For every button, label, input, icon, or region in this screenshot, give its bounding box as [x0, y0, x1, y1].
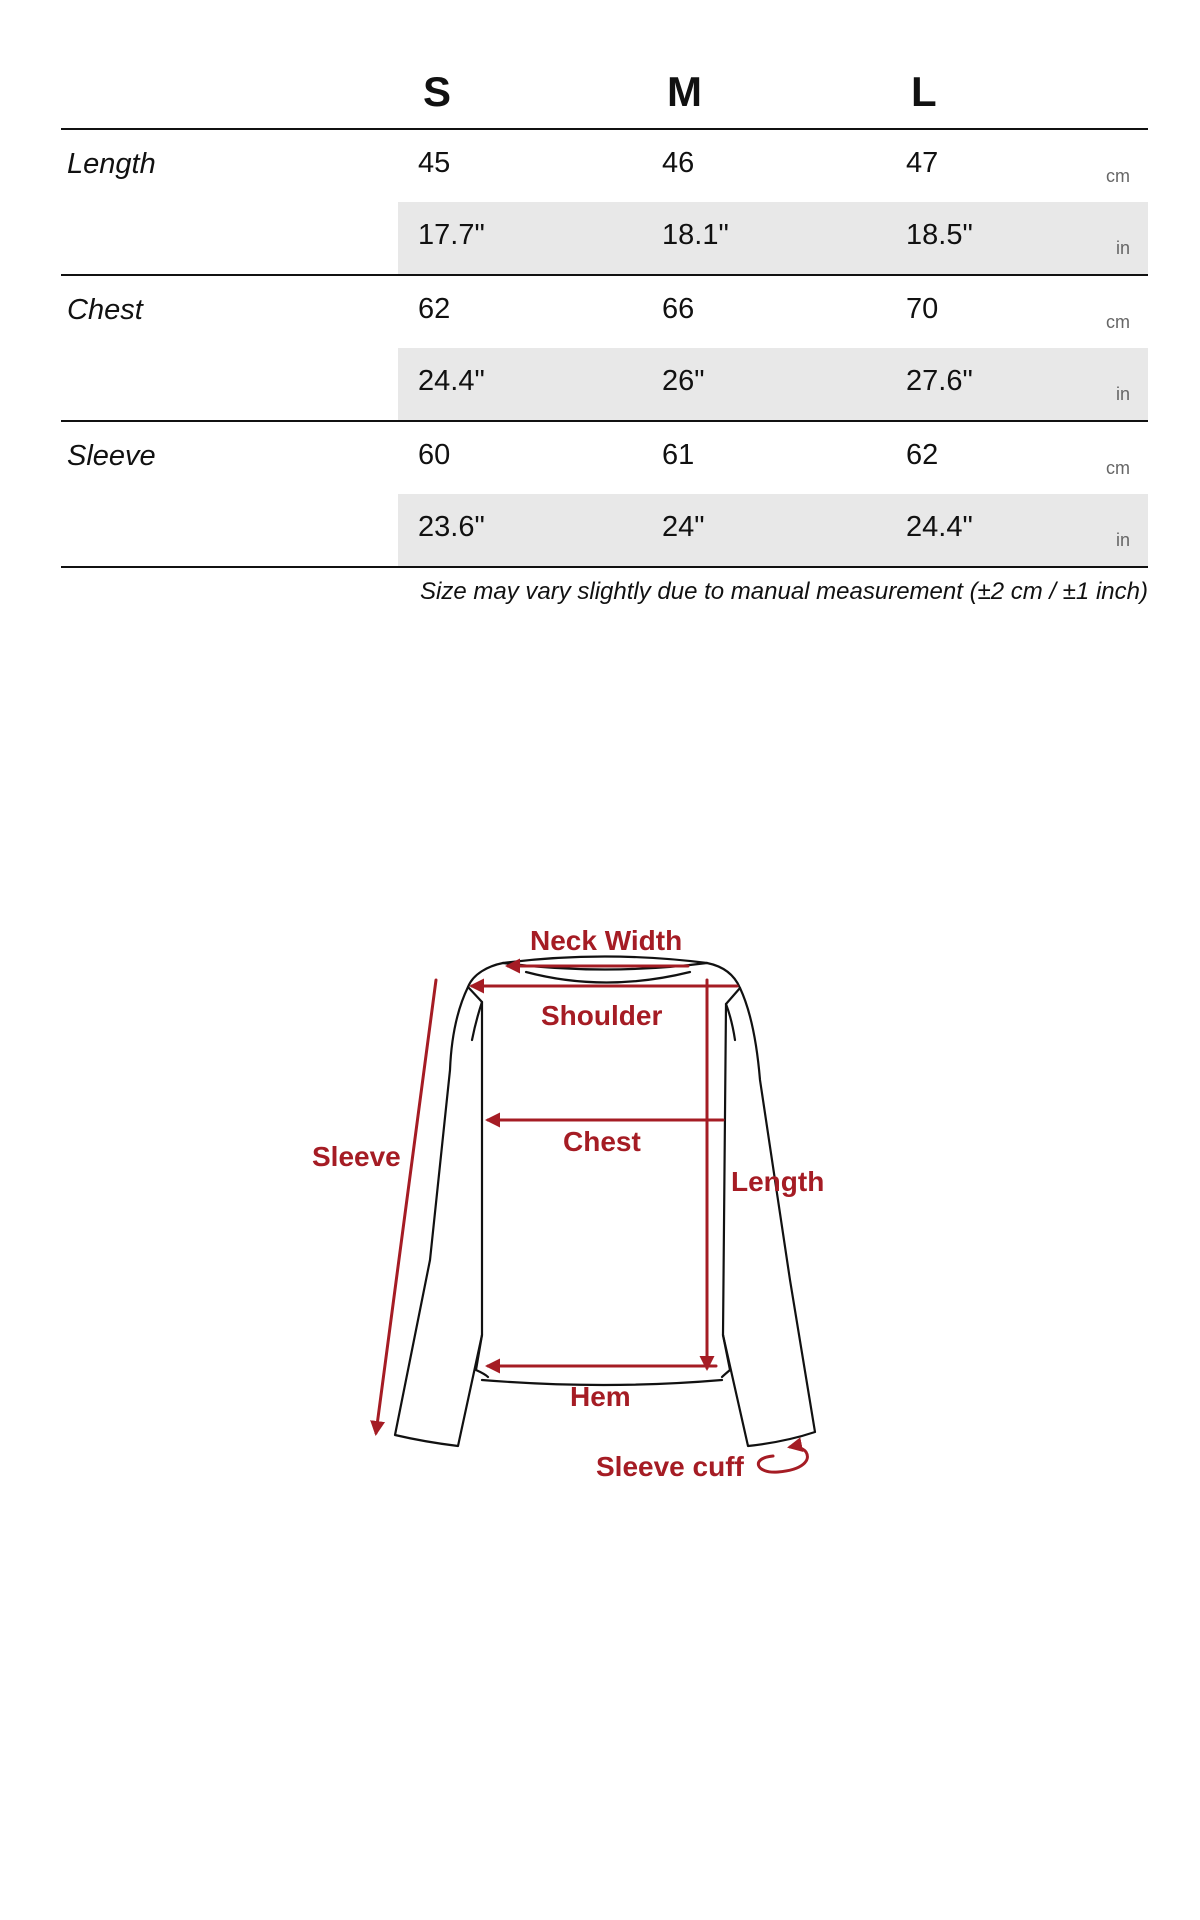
unit-cm: cm — [1106, 166, 1130, 186]
left-body — [468, 963, 503, 1377]
sleeve-label: Sleeve — [67, 440, 156, 472]
sleeve-s-cm: 60 — [418, 439, 451, 471]
sleeve-cuff-arrow — [758, 1447, 807, 1472]
sleeve-cuff-label: Sleeve cuff — [596, 1451, 744, 1482]
right-armhole — [726, 1004, 735, 1040]
length-m-cm: 46 — [662, 147, 695, 179]
sleeve-l-in: 24.4" — [906, 511, 973, 543]
unit-in: in — [1115, 384, 1130, 404]
right-sleeve — [723, 988, 815, 1446]
length-s-in: 17.7" — [418, 219, 485, 251]
chest-s-cm: 62 — [418, 293, 451, 325]
left-sleeve — [395, 987, 482, 1446]
size-header — [61, 40, 1148, 130]
shoulder-label: Shoulder — [541, 1000, 663, 1031]
chest-s-in: 24.4" — [418, 365, 485, 397]
unit-cm: cm — [1106, 458, 1130, 478]
sleeve-s-in: 23.6" — [418, 511, 485, 543]
size-s-header: S — [423, 68, 452, 115]
sleeve-cm-row — [398, 422, 1148, 496]
garment-diagram — [0, 880, 1200, 1520]
sleeve-in-row — [398, 494, 1148, 566]
chest-l-in: 27.6" — [906, 365, 973, 397]
unit-cm: cm — [1106, 312, 1130, 332]
unit-in: in — [1115, 238, 1130, 258]
length-cm-row — [398, 130, 1148, 204]
length-l-in: 18.5" — [906, 219, 973, 251]
sleeve-measure-label: Sleeve — [312, 1141, 401, 1172]
neck-width-label: Neck Width — [530, 925, 683, 956]
sleeve-l-cm: 62 — [906, 439, 939, 471]
chest-m-in: 26" — [662, 365, 705, 397]
sleeve-m-cm: 61 — [662, 439, 695, 471]
chest-m-cm: 66 — [662, 293, 695, 325]
chest-group — [61, 276, 1148, 422]
sleeve-m-in: 24" — [662, 511, 705, 543]
left-armhole — [472, 1002, 482, 1040]
chest-label: Chest — [67, 294, 143, 326]
length-s-cm: 45 — [418, 147, 451, 179]
chest-measure-label: Chest — [563, 1126, 641, 1157]
unit-in: in — [1115, 530, 1130, 550]
length-label: Length — [67, 148, 156, 180]
neckline — [503, 957, 707, 964]
chest-cm-row — [398, 276, 1148, 350]
size-l-header: L — [911, 68, 937, 115]
size-table — [61, 40, 1148, 568]
size-m-header: M — [667, 68, 702, 115]
chest-l-cm: 70 — [906, 293, 939, 325]
length-measure-label: Length — [731, 1166, 825, 1197]
sleeve-group — [61, 422, 1148, 568]
hem-label: Hem — [570, 1381, 631, 1412]
chest-in-row — [398, 348, 1148, 420]
length-in-row — [398, 202, 1148, 274]
length-group — [61, 130, 1148, 276]
sleeve-line — [376, 980, 436, 1433]
length-m-in: 18.1" — [662, 219, 729, 251]
length-l-cm: 47 — [906, 147, 939, 179]
neckline-inner — [526, 972, 690, 983]
measurement-note: Size may vary slightly due to manual measurement (±2 cm / ±1 inch) — [420, 578, 1148, 605]
